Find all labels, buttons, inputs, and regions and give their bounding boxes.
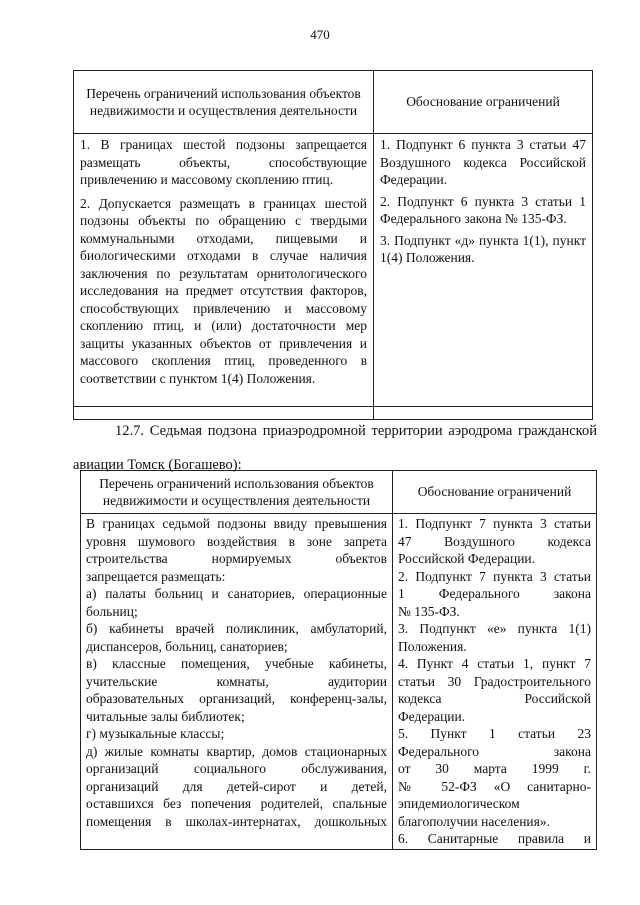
table2-left-line: организаций для детей-сирот и детей, bbox=[86, 778, 387, 794]
table2-left-line: учительские комнаты, аудитории bbox=[86, 673, 387, 689]
table2-right-line: Российской Федерации. bbox=[398, 551, 536, 566]
table2-right-line: 47 Воздушного кодекса bbox=[398, 533, 591, 549]
table1-right-item: 3. Подпункт «д» пункта 1(1), пункт 1(4) Положения. bbox=[380, 232, 586, 265]
table1-right-item: 1. Подпункт 6 пункта 3 статьи 47 Воздушного кодекса Российской Федерации. bbox=[380, 137, 586, 187]
table2-right-line: 1. Подпункт 7 пункта 3 статьи bbox=[398, 516, 591, 531]
table2-right-line: Федерального закона bbox=[398, 743, 591, 759]
table2-right-line: от 30 марта 1999 г. bbox=[398, 761, 591, 776]
table2-right-line: статьи 30 Градостроительного bbox=[398, 673, 591, 689]
table1-basis-cell bbox=[374, 134, 593, 407]
table2-right-line: 1 Федерального закона bbox=[398, 586, 591, 601]
table2-left-line: В границах седьмой подзоны ввиду превышения bbox=[86, 516, 387, 531]
table2-left-line: г) музыкальные классы; bbox=[86, 726, 225, 741]
table2-right-line: 2. Подпункт 7 пункта 3 статьи bbox=[398, 568, 591, 584]
table2-header-left: Перечень ограничений использования объектов недвижимости и осуществления деятельности bbox=[81, 471, 393, 514]
restrictions-table-subzone-6 bbox=[73, 70, 593, 420]
table2-right-line: благополучии населения». bbox=[398, 813, 550, 829]
table2-right-line: № 52-ФЗ «О санитарно- bbox=[398, 778, 591, 794]
table2-left-line: организаций социального обслуживания, bbox=[86, 761, 387, 776]
table2-right-line: 4. Пункт 4 статьи 1, пункт 7 bbox=[398, 656, 591, 671]
table2-right-line: 6. Санитарные правила и bbox=[398, 831, 591, 846]
table2-left-line: запрещается размещать: bbox=[86, 568, 226, 584]
table2-left-line: д) жилые комнаты квартир, домов стационарных bbox=[86, 743, 387, 759]
table2-left-line: диспансеров, больниц, санаториев; bbox=[86, 638, 288, 654]
table2-basis-cell bbox=[393, 514, 597, 850]
section-paragraph: 12.7. Седьмая подзона приаэродромной территории аэродрома гражданской авиации Томск (Богашево): bbox=[73, 423, 597, 473]
table1-header-left: Перечень ограничений использования объектов недвижимости и осуществления деятельности bbox=[74, 71, 374, 134]
table1-header-right: Обоснование ограничений bbox=[374, 71, 593, 134]
table2-right-line: Положения. bbox=[398, 638, 467, 654]
page-number: 470 bbox=[310, 27, 330, 42]
table1-right-item: 2. Подпункт 6 пункта 3 статьи 1 Федерального закона № 135-ФЗ. bbox=[380, 193, 586, 226]
table2-left-line: а) палаты больниц и санаториев, операционные bbox=[86, 586, 387, 601]
table2-left-line: в) классные помещения, учебные кабинеты, bbox=[86, 656, 387, 671]
table2-left-line: оставшихся без попечения родителей, спальные bbox=[86, 796, 387, 811]
table2-right-line: 3. Подпункт «е» пункта 1(1) bbox=[398, 621, 591, 636]
table2-right-line: кодекса Российской bbox=[398, 691, 591, 706]
table2-header-right: Обоснование ограничений bbox=[393, 471, 597, 514]
table2-right-line: № 135-ФЗ. bbox=[398, 603, 460, 619]
table2-left-line: читальные залы библиотек; bbox=[86, 708, 245, 724]
table2-left-line: больниц; bbox=[86, 603, 138, 619]
table2-left-line: образовательных организаций, конференц-залы, bbox=[86, 691, 387, 706]
table2-right-line: 5. Пункт 1 статьи 23 bbox=[398, 726, 591, 741]
restrictions-table-subzone-7 bbox=[80, 470, 597, 850]
table1-left-item: 2. Допускается размещать в границах шестой подзоны объекты по обращению с твердыми коммунальными отходами, пищевыми и биологическими отходами в случае наличия заключения по результатам орнитологического исследования на предмет отсутствия факторов, способствующих привлечению и массовому скоплению птиц, и (или) достаточности мер защиты указанных объектов от привлечения и массового скопления птиц, проведенного в соответствии с пунктом 1(4) Положения. bbox=[80, 195, 367, 386]
table2-left-line: б) кабинеты врачей поликлиник, амбулаторий, bbox=[86, 621, 387, 636]
table2-left-line: помещения в школах-интернатах, дошкольных bbox=[86, 813, 387, 829]
table2-restrictions-cell bbox=[81, 514, 393, 850]
table1-restrictions-cell bbox=[74, 134, 374, 407]
table1-left-item: 1. В границах шестой подзоны запрещается размещать объекты, способствующие привлечению и массовому скоплению птиц. bbox=[80, 137, 367, 187]
table2-right-line: эпидемиологическом bbox=[398, 796, 520, 811]
table2-left-line: уровня шумового воздействия в зоне запрета bbox=[86, 533, 387, 549]
table2-left-line: строительства нормируемых объектов bbox=[86, 551, 387, 566]
table2-right-line: Федерации. bbox=[398, 708, 466, 724]
